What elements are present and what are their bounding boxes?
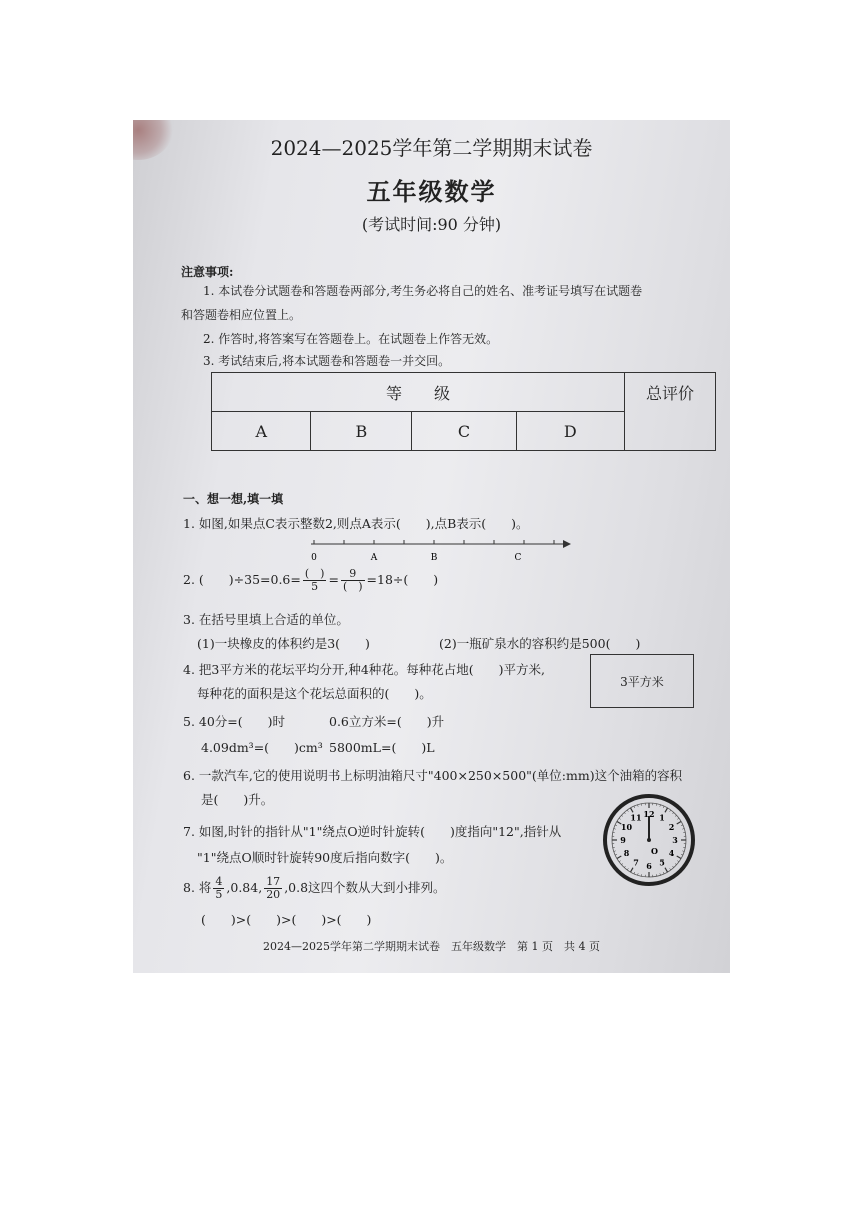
question-5-c: 4.09dm³=( )cm³ bbox=[201, 740, 323, 755]
question-8-prefix: 8. 将 bbox=[183, 880, 212, 896]
clock-tick bbox=[663, 806, 664, 808]
question-5-d: 5800mL=( )L bbox=[329, 740, 435, 755]
question-2-suffix: =18÷( ) bbox=[366, 572, 439, 588]
clock-tick bbox=[660, 873, 661, 875]
clock-tick bbox=[638, 805, 639, 807]
clock-tick bbox=[677, 818, 679, 819]
clock-tick bbox=[627, 810, 628, 812]
question-6-line2: 是( )升。 bbox=[201, 792, 274, 807]
clock-tick bbox=[624, 813, 625, 814]
question-7-line2: "1"绕点O顺时针旋转90度后指向数字( )。 bbox=[197, 850, 453, 865]
question-5-a: 5. 40分=( )时 bbox=[183, 714, 286, 729]
clock-center-label: O bbox=[651, 846, 658, 856]
number-line-arrow bbox=[563, 540, 571, 548]
note-1-line2: 和答题卷相应位置上。 bbox=[181, 308, 302, 322]
clock-number: 1 bbox=[659, 812, 665, 823]
clock-tick bbox=[665, 808, 668, 812]
note-2: 2. 作答时,将答案写在答题卷上。在试题卷上作答无效。 bbox=[203, 332, 499, 346]
question-3-a: (1)一块橡皮的体积约是3( ) bbox=[197, 636, 370, 651]
clock-number: 12 bbox=[643, 809, 655, 819]
grade-a: A bbox=[212, 412, 311, 451]
clock-tick bbox=[663, 872, 664, 874]
clock-tick bbox=[681, 854, 683, 855]
exam-title: 2024—2025学年第二学期期末试卷 bbox=[270, 136, 593, 160]
page-footer: 2024—2025学年第二学期期末试卷 五年级数学 第 1 页 共 4 页 bbox=[263, 940, 600, 953]
clock-tick bbox=[617, 856, 621, 859]
note-1-line1: 1. 本试卷分试题卷和答题卷两部分,考生务必将自己的姓名、准考证号填写在试题卷 bbox=[203, 284, 643, 298]
fraction-denominator: 5 bbox=[215, 888, 223, 902]
question-4-line2: 每种花的面积是这个花坛总面积的( )。 bbox=[197, 686, 432, 701]
clock-tick bbox=[622, 815, 623, 816]
question-2-fraction-1 bbox=[303, 568, 327, 593]
section-1-title: 一、想一想,填一填 bbox=[183, 492, 284, 506]
fraction-numerator: ( ) bbox=[304, 567, 325, 580]
clock-tick bbox=[619, 818, 621, 819]
clock-center-point bbox=[647, 838, 651, 842]
clock-tick bbox=[615, 825, 617, 826]
clock-tick bbox=[660, 805, 661, 807]
clock-tick bbox=[634, 806, 635, 808]
question-8-fraction-1 bbox=[213, 876, 224, 901]
question-8-fraction-2 bbox=[264, 876, 282, 901]
number-line-label-0: 0 bbox=[311, 553, 317, 563]
fraction-denominator: 5 bbox=[311, 580, 319, 594]
clock-number: 3 bbox=[672, 835, 678, 845]
number-line-label-c: C bbox=[514, 553, 522, 563]
clock-tick bbox=[681, 825, 683, 826]
question-1: 1. 如图,如果点C表示整数2,则点A表示( ),点B表示( )。 bbox=[183, 516, 529, 531]
clock-number: 8 bbox=[623, 848, 630, 858]
clock-number: 2 bbox=[668, 822, 675, 832]
clock-number: 4 bbox=[668, 848, 675, 858]
clock-number: 9 bbox=[620, 835, 626, 845]
clock-tick bbox=[672, 866, 673, 867]
clock-tick bbox=[670, 868, 671, 870]
question-8-answer-blanks: ( )>( )>( )>( ) bbox=[201, 912, 372, 927]
question-6-line1: 6. 一款汽车,它的使用说明书上标明油箱尺寸"400×250×500"(单位:mm)这个油箱的容积 bbox=[183, 768, 683, 783]
question-2 bbox=[183, 568, 438, 593]
question-8-mid: ,0.84, bbox=[226, 880, 263, 896]
question-8 bbox=[183, 876, 446, 901]
clock-tick bbox=[615, 854, 617, 855]
notes-heading: 注意事项: bbox=[181, 265, 234, 279]
grade-label: 等 级 bbox=[212, 373, 625, 412]
clock-tick bbox=[614, 851, 616, 852]
clock-tick bbox=[631, 868, 634, 872]
question-8-suffix: ,0.8̇这四个数从大到小排列。 bbox=[284, 880, 446, 896]
clock-tick bbox=[675, 863, 676, 864]
clock-number: 11 bbox=[630, 812, 642, 823]
clock-tick bbox=[670, 810, 671, 812]
clock-tick bbox=[672, 813, 673, 814]
clock-tick bbox=[677, 856, 681, 859]
clock-diagram bbox=[603, 794, 695, 886]
exam-time: (考试时间:90 分钟) bbox=[361, 215, 502, 234]
fraction-denominator: 20 bbox=[266, 888, 281, 902]
fraction-numerator: 9 bbox=[341, 568, 365, 581]
clock-tick bbox=[634, 872, 635, 874]
clock-tick bbox=[638, 873, 639, 875]
flowerbed-box: 3平方米 bbox=[590, 654, 694, 708]
clock-tick bbox=[624, 866, 625, 867]
clock-tick bbox=[665, 868, 668, 872]
question-2-prefix: 2. ( )÷35=0.6= bbox=[183, 572, 301, 588]
question-3-b: (2)一瓶矿泉水的容积约是500( ) bbox=[439, 636, 641, 651]
clock-tick bbox=[677, 861, 679, 862]
clock-tick bbox=[619, 861, 621, 862]
clock-number: 5 bbox=[659, 857, 665, 868]
grade-b: B bbox=[311, 412, 412, 451]
note-3: 3. 考试结束后,将本试题卷和答题卷一并交回。 bbox=[203, 354, 451, 368]
clock-number: 7 bbox=[633, 857, 639, 868]
clock-tick bbox=[675, 815, 676, 816]
question-7-line1: 7. 如图,时针的指针从"1"绕点O逆时针旋转( )度指向"12",指针从 bbox=[183, 824, 562, 839]
question-2-fraction-2 bbox=[341, 568, 365, 593]
fraction-numerator: 4 bbox=[215, 875, 223, 888]
number-line-ticks bbox=[314, 540, 554, 544]
fraction-numerator: 17 bbox=[266, 875, 281, 888]
grade-table bbox=[211, 372, 716, 451]
question-3: 3. 在括号里填上合适的单位。 bbox=[183, 612, 349, 627]
grade-d: D bbox=[516, 412, 624, 451]
clock-tick bbox=[682, 829, 684, 830]
total-evaluation-label: 总评价 bbox=[625, 373, 716, 451]
question-4-line1: 4. 把3平方米的花坛平均分开,种4种花。每种花占地( )平方米, bbox=[183, 662, 546, 677]
number-line-label-a: A bbox=[370, 553, 378, 563]
clock-tick bbox=[677, 822, 681, 825]
grade-c: C bbox=[412, 412, 516, 451]
clock-tick bbox=[614, 829, 616, 830]
question-5-b: 0.6立方米=( )升 bbox=[329, 714, 445, 729]
clock-tick bbox=[682, 851, 684, 852]
exam-photo bbox=[133, 120, 730, 973]
clock-tick bbox=[622, 863, 623, 864]
fraction-denominator: ( ) bbox=[342, 580, 363, 594]
clock-number: 10 bbox=[620, 822, 633, 832]
clock-number: 6 bbox=[646, 861, 652, 871]
exam-subject: 五年级数学 bbox=[366, 177, 497, 206]
clock-tick bbox=[627, 868, 628, 870]
question-2-equals: = bbox=[328, 572, 339, 588]
number-line-label-b: B bbox=[430, 553, 438, 563]
